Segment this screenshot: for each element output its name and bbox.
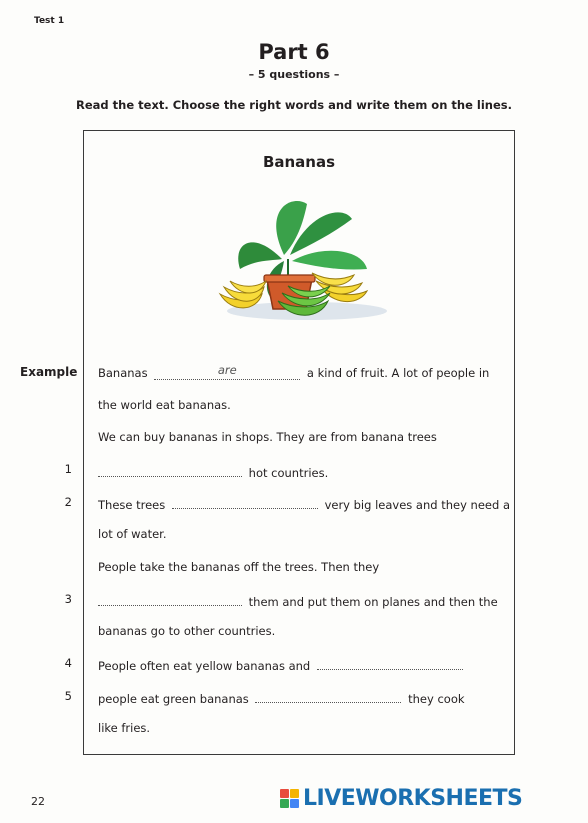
story-line: the world eat bananas. [98,398,231,412]
story-text: people eat green bananas [98,692,249,706]
story-line-example [98,365,489,381]
story-line-q2 [98,494,510,513]
page-number: 22 [31,795,45,808]
answer-blank-5[interactable] [255,688,401,703]
question-number-2: 2 [64,495,72,509]
test-label: Test 1 [34,16,65,26]
story-text: a kind of fruit. A lot of people in [306,366,490,380]
answer-blank-4[interactable] [317,655,463,670]
instruction: Read the text. Choose the right words and write them on the lines. [76,98,512,112]
story-line-q5 [98,688,465,707]
story-text: These trees [98,498,166,512]
story-title: Bananas [262,153,336,171]
liveworksheets-logo[interactable] [280,783,522,813]
part-subtitle: – 5 questions – [248,68,340,81]
story-line-q4 [98,655,466,674]
example-answer: are [217,363,237,377]
story-text: very big leaves and they need a [324,498,510,512]
story-text: them and put them on planes and then the [248,595,498,609]
question-number-1: 1 [64,462,72,476]
example-label: Example [20,365,78,379]
liveworksheets-brand: LIVEWORKSHEETS [303,785,523,811]
logo-square-green [280,799,289,808]
question-number-3: 3 [64,592,72,606]
story-line: People take the bananas off the trees. Then they [98,560,380,574]
answer-input-5[interactable] [255,686,401,702]
answer-blank-3[interactable] [98,591,242,606]
part-title: Part 6 [258,40,330,64]
question-number-4: 4 [64,656,72,670]
banana-plant-illustration [212,189,392,324]
story-text: they cook [408,692,465,706]
answer-blank-2[interactable] [172,494,318,509]
story-line: lot of water. [98,527,167,541]
story-text: People often eat yellow bananas and [98,659,311,673]
story-line-q1 [98,462,328,481]
answer-blank-1[interactable] [98,462,242,477]
logo-square-red [280,789,289,798]
story-line: We can buy bananas in shops. They are from banana trees [98,430,437,444]
story-text: hot countries. [248,466,329,480]
story-text: Bananas [98,366,148,380]
logo-square-blue [290,799,299,808]
question-number-5: 5 [64,689,72,703]
story-line: bananas go to other countries. [98,624,276,638]
logo-square-yellow [290,789,299,798]
liveworksheets-logo-icon [280,789,299,808]
answer-input-4[interactable] [317,653,463,669]
example-answer-blank [154,365,300,380]
story-box [83,130,515,755]
answer-input-3[interactable] [98,589,242,605]
answer-input-1[interactable] [98,460,242,476]
story-line: like fries. [98,721,151,735]
story-line-q3 [98,591,498,610]
answer-input-2[interactable] [172,492,318,508]
